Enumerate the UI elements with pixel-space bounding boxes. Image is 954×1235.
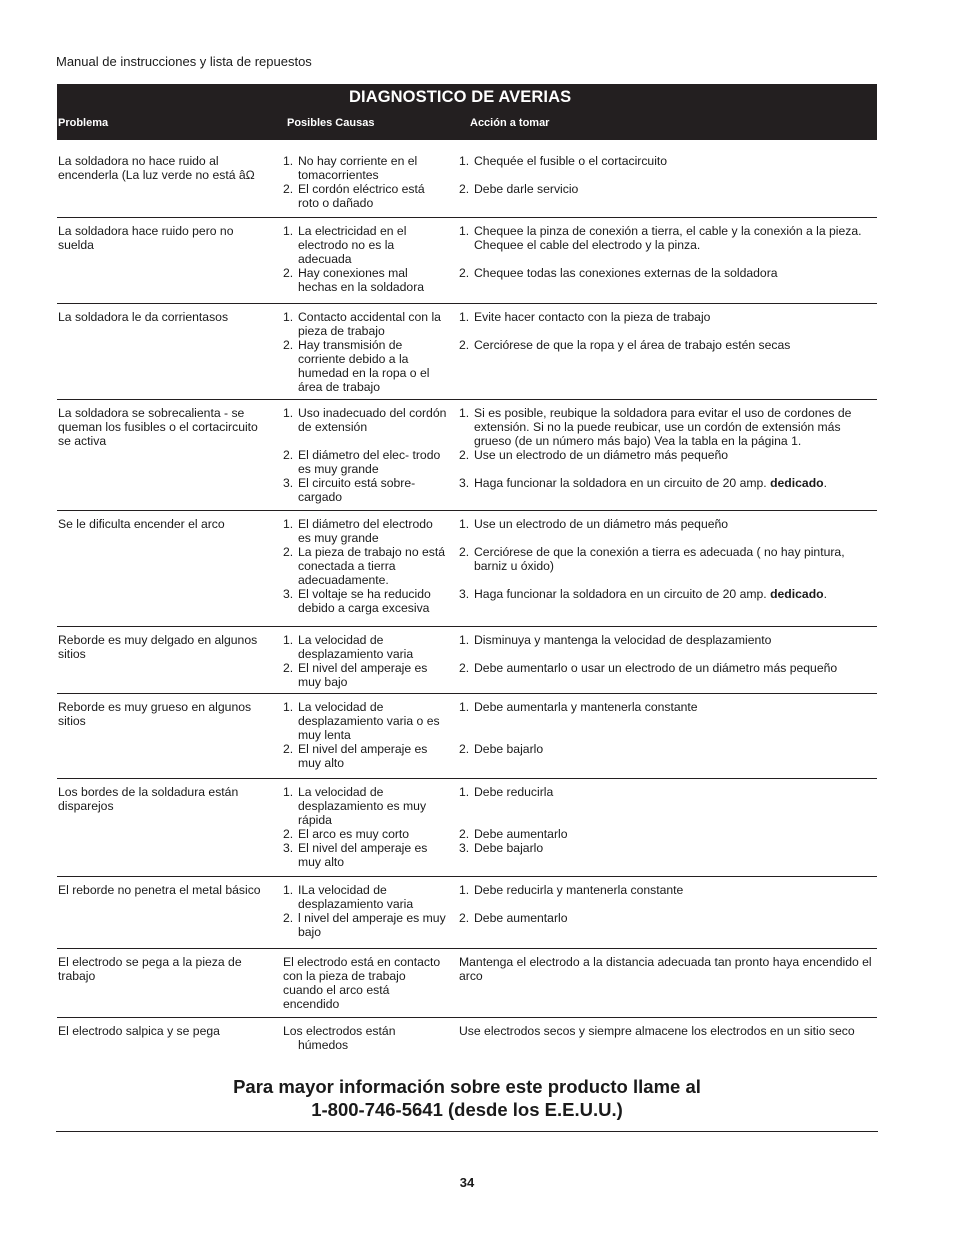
spacer [283, 434, 447, 448]
list-item [283, 266, 447, 294]
table-row [57, 694, 877, 779]
item-text-main: Uso inadecuado del cordón de extensión [298, 406, 447, 434]
item-text-end: . [823, 476, 827, 490]
list-item [459, 911, 877, 925]
item-number: 2. [283, 545, 294, 559]
spacer [459, 324, 877, 338]
list-item [283, 785, 447, 827]
list-item [459, 827, 877, 841]
item-text-main: Debe bajarlo [474, 742, 544, 756]
causes-cell [283, 633, 447, 689]
item-number: 2. [283, 742, 294, 756]
item-text-main: ILa velocidad de desplazamiento varia [298, 883, 414, 911]
item-text [474, 911, 877, 925]
list-item [459, 448, 877, 462]
item-text-main: El diámetro del electrodo es muy grande [298, 517, 433, 545]
problem-text: Reborde es muy delgado en algunos sitios [58, 633, 258, 661]
problem-cell [58, 633, 268, 661]
item-number: 2. [459, 182, 470, 196]
item-number: 1. [283, 883, 294, 897]
item-text [474, 182, 877, 196]
column-header-actions: Acción a tomar [470, 117, 550, 129]
list-item [459, 406, 877, 448]
item-text-main: Disminuya y mantenga la velocidad de desplazamiento [474, 633, 772, 647]
item-text-main: Haga funcionar la soldadora en un circuito de 20 amp. [474, 587, 767, 601]
item-number: 1. [283, 700, 294, 714]
list-item [283, 476, 447, 504]
list-item [459, 338, 877, 352]
causes-cell [283, 1024, 447, 1052]
item-text-main: El nivel del amperaje es muy alto [298, 841, 428, 869]
cause-text: El electrodo está en contacto con la pieza de trabajo cuando el arco está encendido [283, 955, 441, 1011]
list-item [283, 633, 447, 661]
causes-cell [283, 406, 447, 504]
item-number: 1. [283, 154, 294, 168]
problem-cell [58, 700, 268, 728]
list-item [459, 587, 877, 601]
item-number: 1. [459, 154, 470, 168]
item-number: 2. [459, 661, 470, 675]
spacer [459, 728, 877, 742]
item-text [474, 517, 877, 531]
causes-cell [283, 517, 447, 615]
problem-text: El electrodo salpica y se pega [58, 1024, 220, 1038]
spacer [459, 531, 877, 545]
list-item [459, 310, 877, 324]
item-text [298, 338, 447, 394]
item-text [474, 633, 877, 647]
cause-text: Los electrodos están húmedos [283, 1024, 396, 1052]
item-number: 2. [283, 182, 294, 196]
spacer [459, 714, 877, 728]
problem-cell [58, 154, 268, 182]
item-text-main: Debe reducirla [474, 785, 554, 799]
item-text-main: l nivel del amperaje es muy bajo [298, 911, 446, 939]
item-text-main: Si es posible, reubique la soldadora para evitar el uso de cordones de extensión. Si no la puede reubicar, use un cordón de extensión más grueso (de un número más bajo) Vea la tabla en la página 1. [474, 406, 852, 448]
item-text-main: Debe bajarlo [474, 841, 544, 855]
list-item [283, 827, 447, 841]
list-item [459, 700, 877, 714]
list-item [283, 661, 447, 689]
item-text [298, 633, 447, 661]
item-text-main: El circuito está sobre- cargado [298, 476, 416, 504]
spacer [459, 647, 877, 661]
spacer [459, 897, 877, 911]
list-item [283, 338, 447, 394]
item-text [474, 476, 877, 490]
item-text-main: El cordón eléctrico está roto o dañado [298, 182, 425, 210]
item-text-main: Debe aumentarla y mantenerla constante [474, 700, 698, 714]
table-row [57, 304, 877, 400]
problem-cell [58, 785, 268, 813]
item-text [298, 883, 447, 911]
causes-cell [283, 310, 447, 394]
table-title: DIAGNOSTICO DE AVERIAS [349, 88, 572, 106]
causes-cell [283, 785, 447, 869]
item-text-main: Contacto accidental con la pieza de trabajo [298, 310, 441, 338]
item-text-main: Use un electrodo de un diámetro más pequeño [474, 448, 729, 462]
item-text [298, 827, 447, 841]
item-text-main: Debe aumentarlo [474, 911, 568, 925]
item-text [298, 545, 447, 587]
actions-cell [459, 785, 877, 855]
table-header-bar [57, 84, 877, 140]
item-number: 1. [283, 310, 294, 324]
item-text [474, 841, 877, 855]
actions-cell [459, 517, 877, 601]
item-text-main: El nivel del amperaje es muy alto [298, 742, 428, 770]
list-item [283, 587, 447, 615]
list-item [459, 661, 877, 675]
item-text [474, 742, 877, 756]
list-item [283, 700, 447, 742]
causes-cell [283, 700, 447, 770]
item-text [298, 406, 447, 434]
action-text: Use electrodos secos y siempre almacene los electrodos en un sitio seco [459, 1024, 855, 1038]
list-item [459, 742, 877, 756]
table-row [57, 627, 877, 694]
contact-phone: 1-800-746-5641 (desde los E.E.U.U.) [311, 1098, 623, 1120]
item-text-main: Chequee todas las conexiones externas de la soldadora [474, 266, 778, 280]
troubleshooting-table [57, 148, 877, 1066]
actions-cell [459, 310, 877, 352]
item-text [474, 827, 877, 841]
table-row [57, 511, 877, 627]
column-header-causes: Posibles Causas [287, 117, 375, 129]
table-row [57, 779, 877, 877]
item-text [474, 154, 877, 168]
item-number: 1. [459, 224, 470, 238]
item-number: 3. [459, 841, 470, 855]
item-text-main: Debe aumentarlo [474, 827, 568, 841]
list-item [459, 633, 877, 647]
item-number: 2. [459, 266, 470, 280]
actions-cell [459, 406, 877, 490]
item-number: 2. [283, 338, 294, 352]
causes-cell [283, 224, 447, 294]
problem-text: Se le dificulta encender el arco [58, 517, 225, 531]
item-text [474, 545, 877, 573]
list-item [283, 545, 447, 587]
page-number: 34 [459, 1175, 475, 1190]
item-number: 2. [283, 661, 294, 675]
item-text [298, 266, 447, 294]
item-text-main: Hay transmisión de corriente debido a la humedad en la ropa o el área de trabajo [298, 338, 430, 394]
problem-text: La soldadora hace ruido pero no suelda [58, 224, 234, 252]
list-item [283, 182, 447, 210]
item-text-main: La velocidad de desplazamiento varia o es muy lenta [298, 700, 440, 742]
list-item [283, 742, 447, 770]
item-number: 2. [283, 448, 294, 462]
item-number: 2. [459, 742, 470, 756]
item-number: 1. [283, 406, 294, 420]
item-text [474, 883, 877, 897]
footer-divider [56, 1131, 878, 1132]
list-item [459, 841, 877, 855]
causes-cell [283, 883, 447, 939]
item-text [474, 310, 877, 324]
item-text-main: Chequee la pinza de conexión a tierra, el cable y la conexión a la pieza. Chequee el cable del electrodo y la pinza. [474, 224, 862, 252]
problem-text: El reborde no penetra el metal básico [58, 883, 261, 897]
item-text-main: La electricidad en el electrodo no es la adecuada [298, 224, 407, 266]
actions-cell [459, 955, 877, 983]
list-item [459, 517, 877, 531]
item-text-main: El nivel del amperaje es muy bajo [298, 661, 428, 689]
item-text-end: . [823, 587, 827, 601]
list-item [459, 154, 877, 168]
item-text [474, 224, 877, 252]
item-text [474, 785, 877, 799]
list-item [459, 785, 877, 799]
item-number: 3. [283, 587, 294, 601]
list-item [459, 883, 877, 897]
item-text-main: Debe reducirla y mantenerla constante [474, 883, 684, 897]
list-item [283, 224, 447, 266]
actions-cell [459, 154, 877, 196]
problem-text: El electrodo se pega a la pieza de trabajo [58, 955, 242, 983]
item-number: 1. [459, 406, 470, 420]
item-text [298, 154, 447, 182]
item-text [298, 911, 447, 939]
problem-text: Los bordes de la soldadura están disparejos [58, 785, 239, 813]
item-text-main: La velocidad de desplazamiento es muy rápida [298, 785, 427, 827]
spacer [459, 813, 877, 827]
item-text-main: La velocidad de desplazamiento varia [298, 633, 414, 661]
item-text [298, 517, 447, 545]
causes-cell [283, 955, 447, 1011]
list-item [283, 841, 447, 869]
item-text-main: El voltaje se ha reducido debido a carga excesiva [298, 587, 431, 615]
item-text [474, 448, 877, 462]
item-text-main: Cerciórese de que la conexión a tierra es adecuada ( no hay pintura, barniz u óxido) [474, 545, 845, 573]
item-text-bold: dedicado [770, 476, 824, 490]
item-text [298, 182, 447, 210]
table-row [57, 148, 877, 218]
problem-cell [58, 883, 268, 897]
spacer [459, 168, 877, 182]
item-number: 2. [283, 911, 294, 925]
contact-info [0, 1076, 934, 1121]
action-text: Mantenga el electrodo a la distancia adecuada tan pronto haya encendido el arco [459, 955, 872, 983]
table-row [57, 1018, 877, 1066]
item-number: 1. [459, 633, 470, 647]
list-item [459, 182, 877, 196]
item-text [298, 661, 447, 689]
item-text-bold: dedicado [770, 587, 824, 601]
item-number: 1. [459, 883, 470, 897]
item-text [474, 661, 877, 675]
list-item [459, 545, 877, 573]
problem-text: Reborde es muy grueso en algunos sitios [58, 700, 252, 728]
item-text-main: Debe aumentarlo o usar un electrodo de un diámetro más pequeño [474, 661, 838, 675]
item-number: 1. [459, 517, 470, 531]
item-text-main: Haga funcionar la soldadora en un circuito de 20 amp. [474, 476, 767, 490]
problem-cell [58, 955, 268, 983]
item-text [474, 700, 877, 714]
item-text [474, 406, 877, 448]
item-number: 1. [283, 224, 294, 238]
item-number: 3. [459, 476, 470, 490]
item-number: 1. [459, 785, 470, 799]
item-text [474, 587, 877, 601]
item-text [298, 448, 447, 476]
item-text-main: No hay corriente en el tomacorrientes [298, 154, 418, 182]
item-number: 1. [283, 517, 294, 531]
problem-cell [58, 406, 268, 448]
item-text [298, 785, 447, 827]
list-item [283, 911, 447, 939]
item-number: 2. [459, 911, 470, 925]
column-header-problem: Problema [58, 117, 109, 129]
item-number: 2. [459, 338, 470, 352]
table-row [57, 877, 877, 949]
item-text-main: Hay conexiones mal hechas en la soldadora [298, 266, 425, 294]
table-row [57, 218, 877, 304]
spacer [459, 252, 877, 266]
spacer [459, 573, 877, 587]
item-number: 1. [283, 633, 294, 647]
actions-cell [459, 224, 877, 280]
manual-header: Manual de instrucciones y lista de repuestos [56, 54, 312, 69]
item-text [298, 742, 447, 770]
item-text-main: Debe darle servicio [474, 182, 579, 196]
item-number: 2. [459, 448, 470, 462]
actions-cell [459, 633, 877, 675]
item-number: 3. [459, 587, 470, 601]
table-row [57, 400, 877, 511]
actions-cell [459, 883, 877, 925]
item-text [298, 841, 447, 869]
problem-text: La soldadora le da corrientasos [58, 310, 229, 324]
contact-line-1: Para mayor información sobre este producto llame al [233, 1076, 701, 1097]
item-text-main: Cerciórese de que la ropa y el área de trabajo estén secas [474, 338, 791, 352]
problem-cell [58, 1024, 268, 1038]
causes-cell [283, 154, 447, 210]
item-text-main: Chequée el fusible o el cortacircuito [474, 154, 668, 168]
problem-cell [58, 310, 268, 324]
item-number: 3. [283, 476, 294, 490]
list-item [283, 517, 447, 545]
item-text-main: La pieza de trabajo no está conectada a tierra adecuadamente. [298, 545, 446, 587]
item-text [298, 476, 447, 504]
table-row [57, 949, 877, 1018]
list-item [283, 883, 447, 911]
list-item [283, 310, 447, 338]
list-item [459, 266, 877, 280]
list-item [283, 448, 447, 476]
item-text [298, 587, 447, 615]
item-text [298, 700, 447, 742]
item-text [298, 310, 447, 338]
item-number: 2. [283, 266, 294, 280]
spacer [459, 462, 877, 476]
item-number: 1. [283, 785, 294, 799]
item-number: 2. [459, 827, 470, 841]
item-number: 3. [283, 841, 294, 855]
item-number: 2. [459, 545, 470, 559]
list-item [283, 406, 447, 434]
item-number: 2. [283, 827, 294, 841]
actions-cell [459, 700, 877, 756]
problem-cell [58, 517, 268, 531]
item-text-main: Use un electrodo de un diámetro más pequeño [474, 517, 729, 531]
item-number: 1. [459, 310, 470, 324]
item-text-main: El arco es muy corto [298, 827, 410, 841]
item-text [474, 338, 877, 352]
item-text [298, 224, 447, 266]
item-text-main: El diámetro del elec- trodo es muy grande [298, 448, 441, 476]
problem-text: La soldadora no hace ruido al encenderla (La luz verde no está âΩ [58, 154, 255, 182]
problem-text: La soldadora se sobrecalienta - se queman los fusibles o el cortacircuito se activa [58, 406, 258, 448]
item-number: 1. [459, 700, 470, 714]
item-text-main: Evite hacer contacto con la pieza de trabajo [474, 310, 711, 324]
actions-cell [459, 1024, 877, 1038]
list-item [459, 476, 877, 490]
problem-cell [58, 224, 268, 252]
list-item [283, 154, 447, 182]
list-item [459, 224, 877, 252]
item-text [474, 266, 877, 280]
spacer [459, 799, 877, 813]
